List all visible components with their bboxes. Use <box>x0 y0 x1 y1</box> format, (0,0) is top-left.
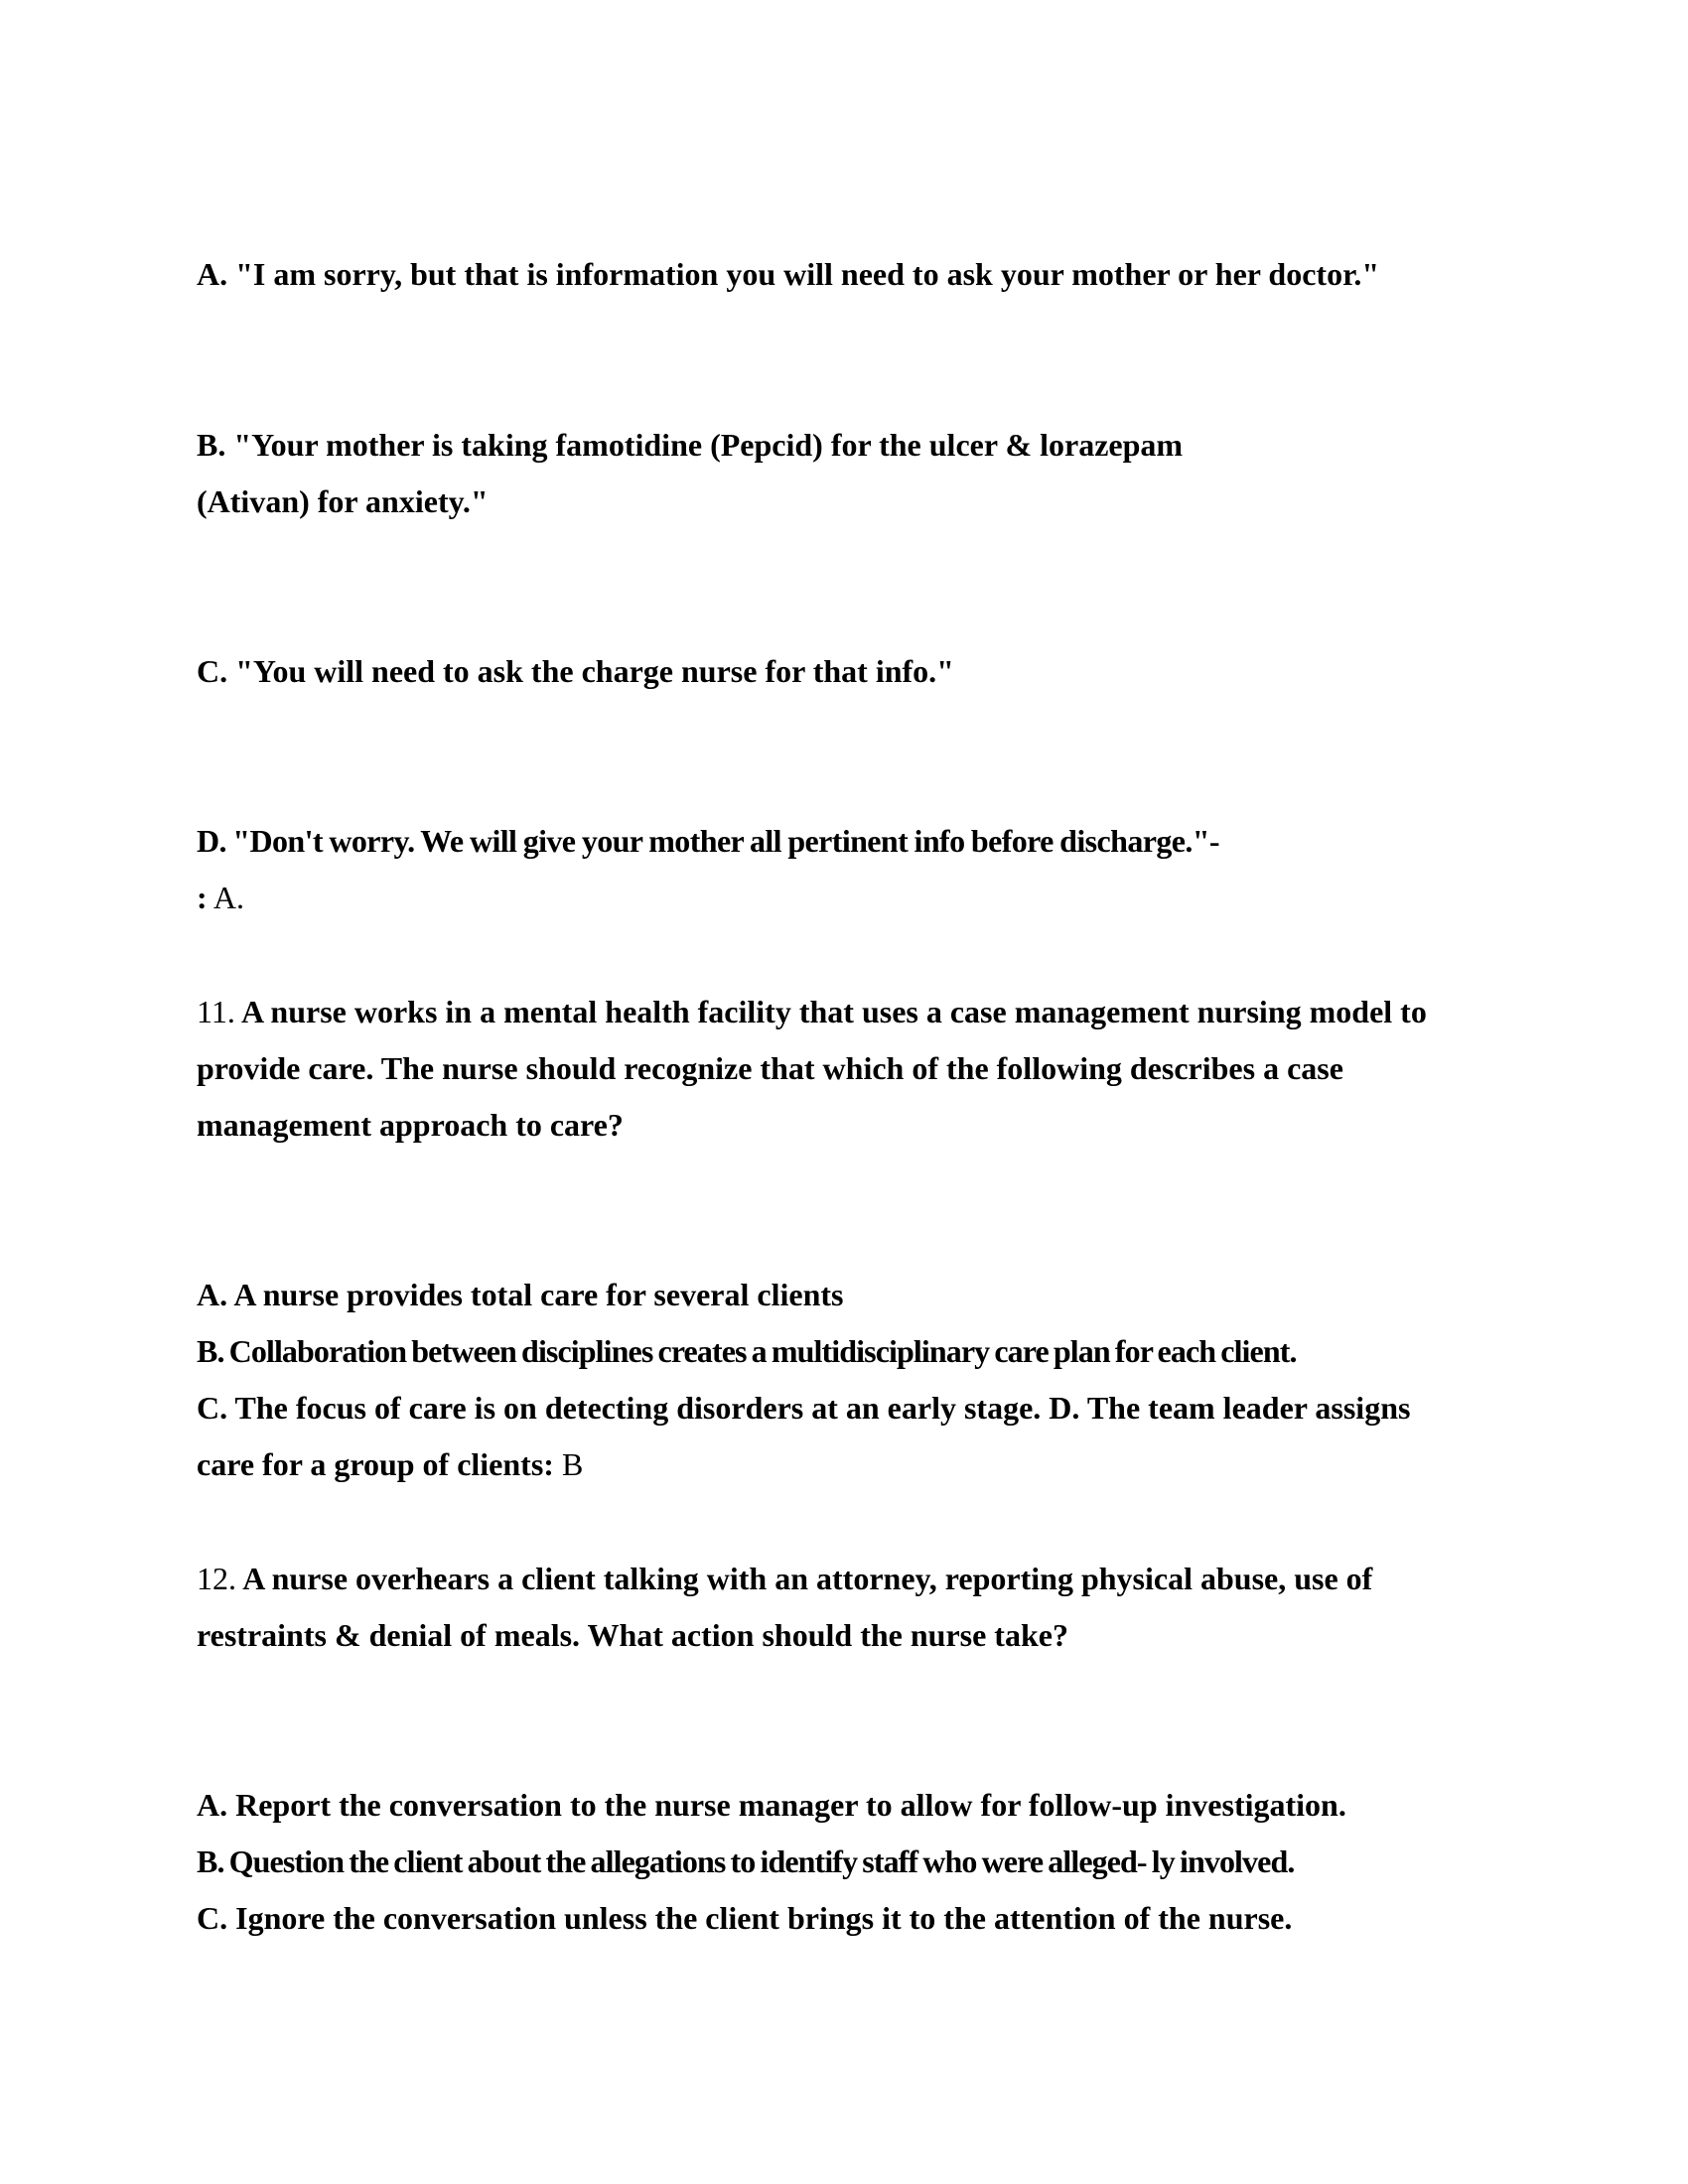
q12-option-b: B. Question the client about the allegations to identify staff who were alleged- ly involved. <box>197 1843 1295 1879</box>
q11-option-b: B. Collaboration between disciplines creates a multidisciplinary care plan for each client. <box>197 1333 1297 1369</box>
q10-option-b-line1: B. "Your mother is taking famotidine (Pepcid) for the ulcer & lorazepam <box>197 427 1184 463</box>
q11-stem-line1 <box>197 992 1527 1031</box>
q10-option-c: C. "You will need to ask the charge nurse for that info." <box>197 653 954 689</box>
q12-stem-line2: restraints & denial of meals. What action should the nurse take? <box>197 1617 1068 1653</box>
q10-answer-prefix: : <box>197 880 208 915</box>
q11-stem-line3: management approach to care? <box>197 1107 624 1143</box>
q11-option-a: A. A nurse provides total care for several clients <box>197 1277 844 1312</box>
q12-option-c: C. Ignore the conversation unless the client brings it to the attention of the nurse. <box>197 1900 1293 1936</box>
q11-answer-value: B <box>553 1446 584 1482</box>
q11-number: 11. <box>197 994 235 1029</box>
q12-option-a: A. Report the conversation to the nurse manager to allow for follow-up investigation. <box>197 1787 1346 1823</box>
q11-option-cd-line2 <box>197 1444 1527 1484</box>
q12-number: 12. <box>197 1561 236 1596</box>
q12-stem-line1 <box>197 1559 1527 1598</box>
q11-option-d-text: care for a group of clients: <box>197 1446 554 1482</box>
q11-option-cd-line1: C. The focus of care is on detecting disorders at an early stage. D. The team leader assigns <box>197 1390 1411 1426</box>
q11-stem-line2: provide care. The nurse should recognize that which of the following describes a case <box>197 1050 1343 1086</box>
q10-option-d: D. "Don't worry. We will give your mother all pertinent info before discharge."- <box>197 823 1219 859</box>
q10-answer <box>197 878 1527 917</box>
q10-option-a: A. "I am sorry, but that is information you will need to ask your mother or her doctor." <box>197 256 1380 292</box>
q10-answer-value: A. <box>207 880 244 915</box>
q11-stem-text: A nurse works in a mental health facility that uses a case management nursing model to <box>234 994 1427 1029</box>
q12-stem-text: A nurse overhears a client talking with an attorney, reporting physical abuse, use of <box>236 1561 1373 1596</box>
q10-option-b-line2: (Ativan) for anxiety." <box>197 483 489 519</box>
